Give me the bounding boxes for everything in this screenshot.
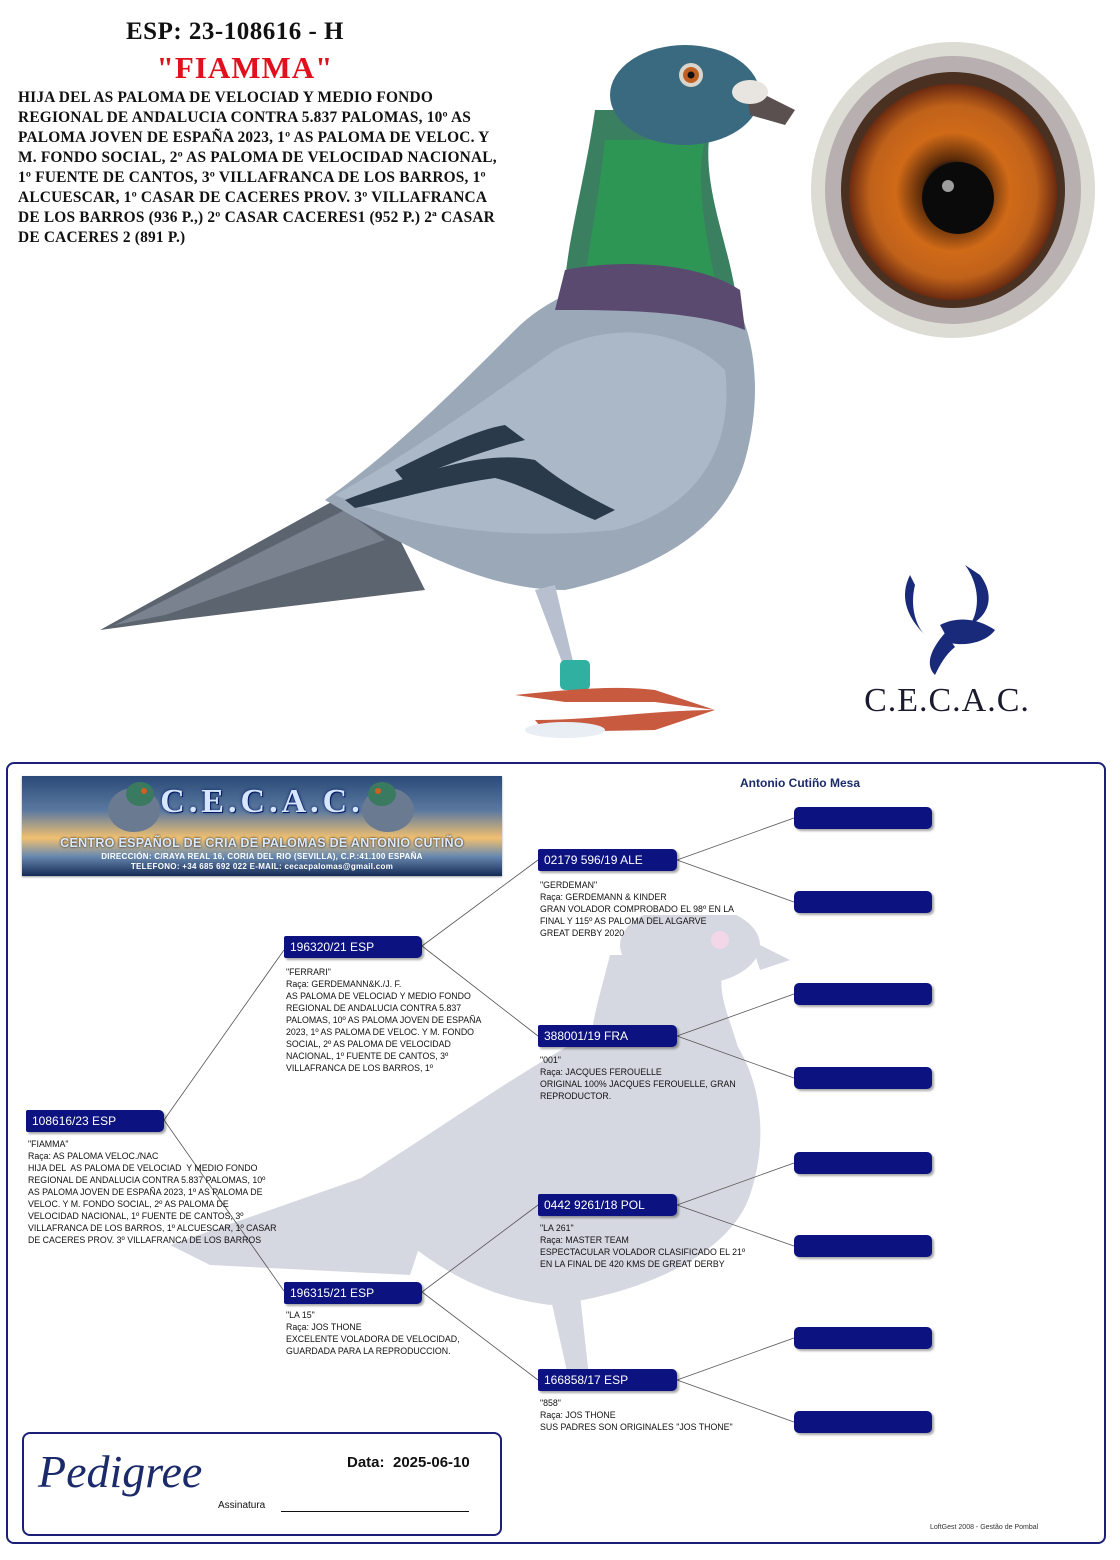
banner-address: DIRECCIÓN: C/RAYA REAL 16, CORIA DEL RIO (SEVILLA), C.P.:41.100 ESPAÑA	[101, 852, 423, 861]
sire-dam-info-line: "001"	[540, 1055, 561, 1065]
sire-sire-info-line: GRAN VOLADOR COMPROBADO EL 98º EN LA	[540, 904, 735, 914]
sire-info-line: REGIONAL DE ANDALUCIA CONTRA 5.837	[286, 1003, 462, 1013]
dam-ring-box[interactable]: 196315/21 ESP	[284, 1282, 422, 1304]
dam-sire-info-line: Raça: MASTER TEAM	[540, 1235, 629, 1245]
sire-info-line: AS PALOMA DE VELOCIAD Y MEDIO FONDO	[286, 991, 471, 1001]
sire-info-line: SOCIAL, 2º AS PALOMA DE VELOCIDAD	[286, 1039, 451, 1049]
dam-sire-info-line: ESPECTACULAR VOLADOR CLASIFICADO EL 21º	[540, 1247, 746, 1257]
empty-ancestor-box[interactable]	[794, 1327, 932, 1349]
sire-info	[286, 966, 486, 1074]
pigeon-eye-photo	[808, 40, 1098, 340]
sire-info-line: NACIONAL, 1º FUENTE DE CANTOS, 3º	[286, 1051, 449, 1061]
dam-dam-info	[540, 1397, 770, 1433]
dam-dam-ring-box[interactable]: 166858/17 ESP	[538, 1369, 677, 1391]
empty-ancestor-box[interactable]	[794, 983, 932, 1005]
sire-info-line: VILLAFRANCA DE LOS BARROS, 1º	[286, 1063, 433, 1073]
empty-ancestor-box[interactable]	[794, 1152, 932, 1174]
dam-dam-info-line: SUS PADRES SON ORIGINALES "JOS THONE"	[540, 1422, 733, 1432]
ring-number-title: ESP: 23-108616 - H	[125, 18, 345, 45]
sire-sire-info-line: Raça: GERDEMANN & KINDER	[540, 892, 667, 902]
sire-sire-info-line: FINAL Y 115º AS PALOMA DEL ALGARVE	[540, 916, 707, 926]
empty-ancestor-box[interactable]	[794, 1411, 932, 1433]
sire-dam-info-line: ORIGINAL 100% JACQUES FEROUELLE, GRAN	[540, 1079, 736, 1089]
cecac-logo-text: C.E.C.A.C.	[864, 682, 1030, 719]
dam-dam-info-line: Raça: JOS THONE	[540, 1410, 616, 1420]
empty-ancestor-box[interactable]	[794, 807, 932, 829]
pigeon-photo	[95, 30, 805, 740]
date-value: 2025-06-10	[393, 1454, 470, 1471]
pigeon-name-title: "FIAMMA"	[156, 50, 334, 85]
empty-ancestor-box[interactable]	[794, 891, 932, 913]
sire-sire-info-line: "GERDEMAN"	[540, 880, 598, 890]
software-credit: LoftGest 2008 - Gestão de Pombal	[930, 1524, 1039, 1531]
dam-sire-ring-box[interactable]: 0442 9261/18 POL	[538, 1194, 677, 1216]
dam-dam-info-line: "858"	[540, 1398, 561, 1408]
subject-info	[28, 1138, 338, 1246]
pedigree-script-title: Pedigree	[38, 1446, 203, 1497]
sire-sire-info-line: GREAT DERBY 2020	[540, 928, 625, 938]
dam-sire-info-line: EN LA FINAL DE 420 KMS DE GREAT DERBY	[540, 1259, 725, 1269]
sire-dam-ring-box[interactable]: 388001/19 FRA	[538, 1025, 677, 1047]
dam-info	[286, 1309, 486, 1357]
owner-name: Antonio Cutiño Mesa	[740, 776, 860, 790]
dam-info-line: GUARDADA PARA LA REPRODUCCION.	[286, 1346, 451, 1356]
sire-dam-info-line: REPRODUCTOR.	[540, 1091, 612, 1101]
dam-sire-info-line: "LA 261"	[540, 1223, 574, 1233]
subject-info-line: VILLAFRANCA DE LOS BARROS, 1º ALCUESCAR, 1º CASAR	[28, 1223, 277, 1233]
sire-info-line: 2023, 1º AS PALOMA DE VELOC. Y M. FONDO	[286, 1027, 475, 1037]
subject-info-line: "FIAMMA"	[28, 1139, 69, 1149]
subject-info-line: Raça: AS PALOMA VELOC./NAC	[28, 1151, 159, 1161]
subject-info-line: VELOCIDAD NACIONAL, 1º FUENTE DE CANTOS, 3º	[28, 1211, 244, 1221]
signature-line[interactable]	[281, 1511, 469, 1512]
dam-info-line: Raça: JOS THONE	[286, 1322, 362, 1332]
subject-info-line: AS PALOMA JOVEN DE ESPAÑA 2023, 1º AS PALOMA DE	[28, 1187, 263, 1197]
subject-ring-box[interactable]: 108616/23 ESP	[26, 1110, 164, 1132]
subject-info-line: VELOC. Y M. FONDO SOCIAL, 2º AS PALOMA DE	[28, 1199, 229, 1209]
sire-dam-info-line: Raça: JACQUES FEROUELLE	[540, 1067, 662, 1077]
signature-label: Assinatura	[218, 1500, 266, 1511]
sire-sire-ring-box[interactable]: 02179 596/19 ALE	[538, 849, 677, 871]
sire-ring-box[interactable]: 196320/21 ESP	[284, 936, 422, 958]
dam-info-line: "LA 15"	[286, 1310, 315, 1320]
sire-info-line: PALOMAS, 10º AS PALOMA JOVEN DE ESPAÑA	[286, 1015, 482, 1025]
subject-info-line: HIJA DEL AS PALOMA DE VELOCIAD Y MEDIO FONDO	[28, 1163, 258, 1173]
empty-ancestor-box[interactable]	[794, 1235, 932, 1257]
banner-title: C.E.C.A.C.	[160, 783, 364, 820]
dam-sire-info	[540, 1222, 770, 1270]
pigeon-description: HIJA DEL AS PALOMA DE VELOCIAD Y MEDIO FONDO REGIONAL DE ANDALUCIA CONTRA 5.837 PALOMAS, 10º AS PALOMA JOVEN DE ESPAÑA 2023, 1º AS PALOMA DE VELOC. Y M. FONDO SOCIAL, 2º AS PALOMA DE VELOCIDAD NACIONAL, 1º FUENTE DE CANTOS, 3º VILLAFRANCA DE LOS BARROS, 1º ALCUESCAR, 1º CASAR DE CACERES PROV. 3º VILLAFRANCA DE LOS BARROS (936 P.,) 2º CASAR CACERES1 (952 P.) 2ª CASAR DE CACERES 2 (891 P.)	[18, 89, 497, 246]
empty-ancestor-box[interactable]	[794, 1067, 932, 1089]
subject-info-line: REGIONAL DE ANDALUCIA CONTRA 5.837 PALOMAS, 10º	[28, 1175, 266, 1185]
banner-phone-email: TELEFONO: +34 685 692 022 E-MAIL: cecacpalomas@gmail.com	[130, 862, 394, 871]
subject-info-line: DE CACERES PROV. 3º VILLAFRANCA DE LOS BARROS	[28, 1235, 262, 1245]
date-label: Data:	[347, 1454, 385, 1471]
sire-sire-info	[540, 879, 760, 939]
sire-info-line: "FERRARI"	[286, 967, 331, 977]
banner-subtitle: CENTRO ESPAÑOL DE CRIA DE PALOMAS DE ANTONIO CUTIÑO	[60, 836, 464, 850]
sire-info-line: Raça: GERDEMANN&K./J. F.	[286, 979, 402, 989]
dam-info-line: EXCELENTE VOLADORA DE VELOCIDAD,	[286, 1334, 460, 1344]
sire-dam-info	[540, 1054, 760, 1102]
